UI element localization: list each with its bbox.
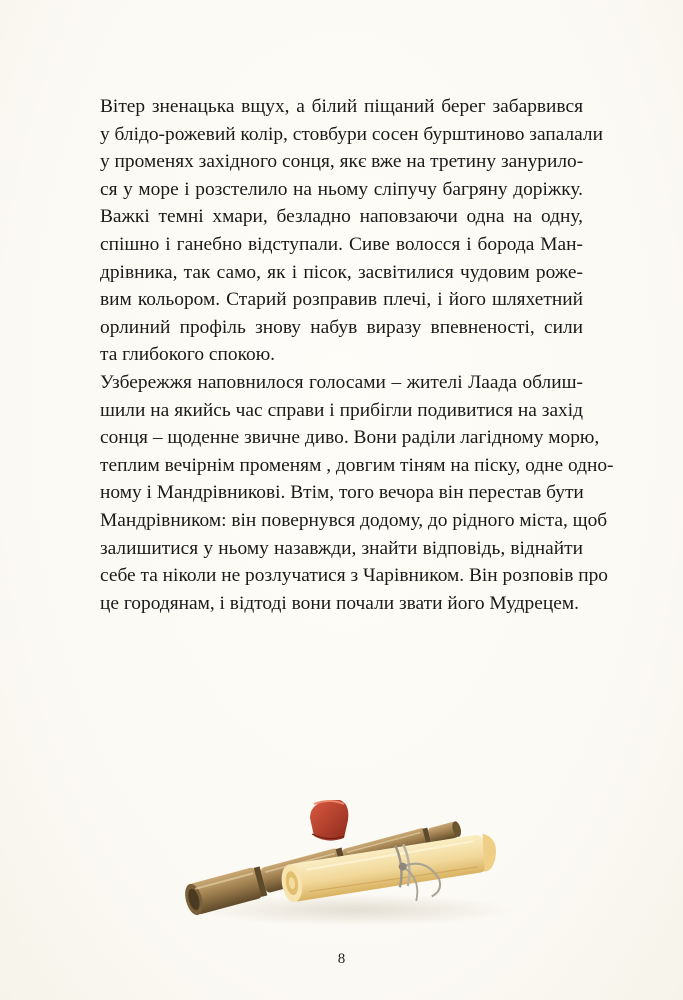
paragraph-2 (100, 369, 614, 617)
paragraph-1-line-4: ся у море і розстелило на ньому сліпучу багряну доріжку. (100, 178, 583, 200)
paragraph-2-line-7: залишитися у ньому назавжди, знайти відповідь, віднайти (100, 537, 583, 559)
paragraph-1-line-3: у променях західного сонця, якє вже на третину занурило- (100, 151, 584, 173)
paragraph-1-line-1: Вітер зненацька вщух, а білий піщаний берег забарвився (100, 96, 583, 117)
paragraph-2-line-4: теплим вечірнім променям , довгим тіням на піску, одне одно- (100, 454, 614, 476)
paragraph-2-line-8: себе та ніколи не розлучатися з Чарівником. Він розповів про (100, 565, 608, 587)
paragraph-1-line-6: спішно і ганебно відступали. Сиве волосся і борода Ман- (100, 233, 583, 255)
paragraph-2-line-5: ному і Мандрівникові. Втім, того вечора він перестав бути (100, 482, 584, 504)
paragraph-1-line-7: дрівника, так само, як і пісок, засвітилися чудовим роже- (100, 261, 583, 283)
paragraph-2-line-6: Мандрівником: він повернувся додому, до рідного міста, щоб (100, 509, 608, 531)
paragraph-1-line-5: Важкі темні хмари, безладно наповзаючи одна на одну, (100, 206, 583, 228)
text-body (100, 93, 614, 617)
paragraph-1-line-10: та глибокого спокою. (100, 344, 276, 366)
paragraph-2-line-3: сонця – щоденне звичне диво. Вони раділи лагідному морю, (100, 427, 600, 449)
paragraph-2-line-2: шили на якийсь час справи і прибігли подивитися на захід (100, 399, 583, 421)
paragraph-2-line-9: це городянам, і відтоді вони почали звати його Мудрецем. (100, 592, 579, 614)
spyglass-and-scroll-illustration (180, 790, 520, 930)
paragraph-1-line-8: вим кольором. Старий розправив плечі, і його шляхетний (100, 289, 583, 311)
paragraph-2-line-1: Узбережжя наповнилося голосами – жителі Лаада облиш- (100, 371, 583, 393)
page-number: 8 (337, 951, 346, 967)
paragraph-1-line-2: у блідо-рожевий колір, стовбури сосен бурштиново запалали (100, 123, 603, 145)
paragraph-1 (100, 93, 603, 369)
ribbon-roll (310, 800, 348, 841)
paragraph-1-line-9: орлиний профіль знову набув виразу впевненості, сили (100, 316, 583, 338)
